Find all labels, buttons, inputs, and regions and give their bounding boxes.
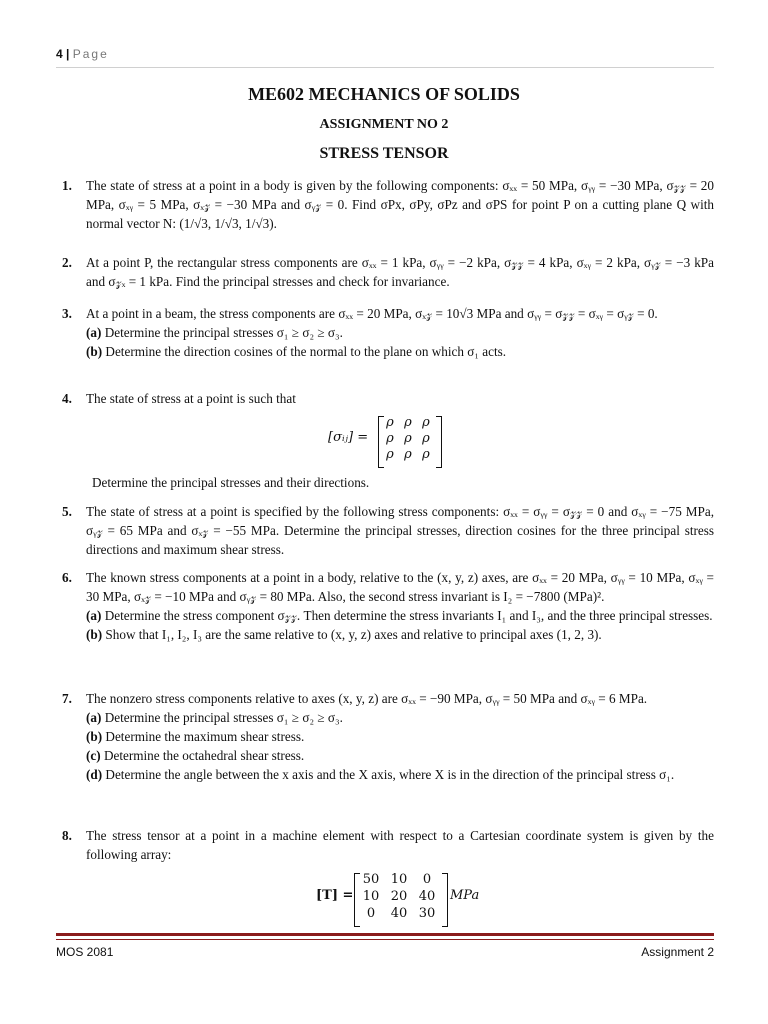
part-label: (d) [86,767,103,782]
part-label: (a) [86,710,102,725]
question-2 [62,253,714,291]
page-label: Page [72,47,109,61]
footer-divider-thin [56,939,714,940]
question-part [86,708,714,727]
question-number: 1. [62,178,72,193]
part-text: Determine the maximum shear stress. [105,729,305,744]
right-bracket [436,416,442,468]
page-header [56,47,109,61]
question-text: The state of stress at a point in a body is given by the following components: σₓₓ = 50 MPa, σᵧᵧ = −30 MPa, σ𝓏𝓏 = 20 MPa, σₓᵧ = 5 MPa, σₓ𝓏 = −30 MPa and σᵧ𝓏 = 0. Find σPx, σPy, σPz and σPS for point P on a cutting plane Q with normal vector N: (1/√3, 1/√3, 1/√3). [86,178,714,231]
part-text: Determine the stress component σ𝓏𝓏. Then determine the stress invariants I₁ and I₃, and the three principal stresses. [104,608,713,623]
matrix-cell: ρ [386,415,394,430]
question-part [86,606,714,625]
page-number: 4 [56,47,63,61]
question-number: 5. [62,504,72,519]
part-label: (c) [86,748,101,763]
question-text: The state of stress at a point is such that [86,391,296,406]
question-5 [62,502,714,559]
matrix-cell: 0 [366,906,376,921]
question-4-after: Determine the principal stresses and their directions. [92,475,370,490]
matrix-cell: ρ [422,431,430,446]
assignment-number: ASSIGNMENT NO 2 [319,117,449,132]
question-part [86,765,714,784]
matrix-cell: 0 [422,872,432,887]
question-number: 2. [62,255,72,270]
question-part [86,746,714,765]
matrix-cell: ρ [404,415,412,430]
question-text: The stress tensor at a point in a machine element with respect to a Cartesian coordinate system is given by the following array: [86,828,714,862]
matrix-cell: 30 [418,906,436,921]
part-text: Determine the direction cosines of the normal to the plane on which σ₁ acts. [105,344,507,359]
question-3 [62,304,714,361]
question-part [86,323,714,342]
question-text: The state of stress at a point is specified by the following stress components: σₓₓ = σᵧᵧ = σ𝓏𝓏 = 0 and σₓᵧ = −75 MPa, σᵧ𝓏 = 65 MPa and σₓ𝓏 = −55 MPa. Determine the principal stresses, direction cosines for the three principal stress directions and maximum shear stress. [86,504,714,557]
part-text: Determine the octahedral shear stress. [103,748,305,763]
part-label: (a) [86,325,102,340]
question-number: 3. [62,306,72,321]
matrix-label: [T] = [316,888,354,903]
question-text: At a point P, the rectangular stress components are σₓₓ = 1 kPa, σᵧᵧ = −2 kPa, σ𝓏𝓏 = 4 kPa, σₓᵧ = 2 kPa, σᵧ𝓏 = −3 kPa and σ𝓏ₓ = 1 kPa. Find the principal stresses and check for invariance. [86,255,714,289]
part-label: (a) [86,608,102,623]
matrix-cell: 10 [390,872,408,887]
question-text: The known stress components at a point in a body, relative to the (x, y, z) axes, are σₓₓ = 20 MPa, σᵧᵧ = 10 MPa, σₓᵧ = 30 MPa, σₓ𝓏 = −10 MPa and σᵧ𝓏 = 80 MPa. Also, the second stress invariant is I₂ = −7800 (MPa)². [86,570,714,604]
part-label: (b) [86,729,103,744]
matrix-cell: ρ [422,415,430,430]
right-bracket [442,873,448,927]
matrix-cell: ρ [404,447,412,462]
matrix-cell: 20 [390,889,408,904]
part-label: (b) [86,627,103,642]
question-part [86,727,714,746]
question-number: 4. [62,391,72,406]
question-8 [62,826,714,864]
part-label: (b) [86,344,103,359]
header-separator: | [66,47,70,61]
matrix-cell: 40 [390,906,408,921]
matrix-unit: MPa [450,888,480,903]
footer-left: MOS 2081 [56,945,114,959]
question-1 [62,176,714,233]
question-text: At a point in a beam, the stress components are σₓₓ = 20 MPa, σₓ𝓏 = 10√3 MPa and σᵧᵧ = σ𝓏𝓏 = σₓᵧ = σᵧ𝓏 = 0. [86,306,658,321]
question-part [86,342,714,361]
matrix-cell: ρ [404,431,412,446]
part-text: Determine the principal stresses σ₁ ≥ σ₂ ≥ σ₃. [104,710,343,725]
part-text: Determine the principal stresses σ₁ ≥ σ₂ ≥ σ₃. [104,325,343,340]
matrix-cell: 10 [362,889,380,904]
document-title: ME602 MECHANICS OF SOLIDS [248,84,520,104]
footer-right: Assignment 2 [641,945,714,959]
question-text: The nonzero stress components relative to axes (x, y, z) are σₓₓ = −90 MPa, σᵧᵧ = 50 MPa and σₓᵧ = 6 MPa. [86,691,648,706]
question-number: 8. [62,828,72,843]
question-6 [62,568,714,644]
question-4 [62,389,714,408]
footer-divider-thick [56,933,714,936]
header-divider [56,67,714,68]
matrix-cell: ρ [386,431,394,446]
matrix-cell: 40 [418,889,436,904]
matrix-cell: ρ [386,447,394,462]
topic-heading: STRESS TENSOR [319,145,449,162]
question-number: 6. [62,570,72,585]
question-7 [62,689,714,784]
part-text: Determine the angle between the x axis and the X axis, where X is in the direction of the principal stress σ₁. [105,767,675,782]
matrix-cell: 50 [362,872,380,887]
matrix-label: [σᵢⱼ] = [328,430,369,445]
matrix-cell: ρ [422,447,430,462]
part-text: Show that I₁, I₂, I₃ are the same relative to (x, y, z) axes and relative to principal axes (1, 2, 3). [105,627,602,642]
question-number: 7. [62,691,72,706]
question-part [86,625,714,644]
